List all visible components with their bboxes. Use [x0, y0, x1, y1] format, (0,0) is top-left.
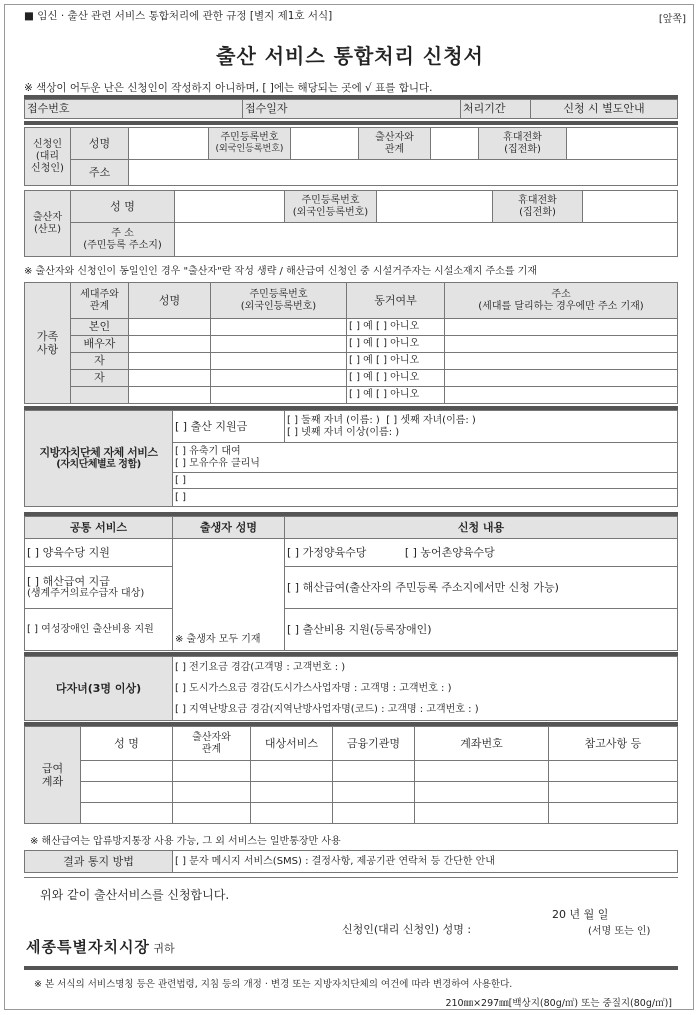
family-relation: 배우자 — [71, 336, 129, 353]
payment-section: 급여 계좌 — [25, 727, 81, 824]
third-child-checkbox[interactable]: [ ] 셋째 자녀(이름: ) — [386, 414, 476, 426]
applicant-address-field[interactable] — [129, 160, 678, 186]
common-service-table — [24, 516, 678, 651]
family-section: 가족 사항 — [25, 283, 71, 404]
childcare-allowance-checkbox[interactable]: [ ] 양육수당 지원 — [25, 539, 173, 567]
family-cohab-checkbox[interactable]: [ ] 예 [ ] 아니오 — [347, 319, 445, 336]
local-children — [285, 411, 678, 443]
mother-name-field[interactable] — [175, 191, 285, 223]
family-address-field[interactable] — [445, 319, 678, 336]
applicant-table — [24, 127, 678, 186]
payment-cell[interactable] — [251, 803, 333, 824]
table-row — [25, 370, 678, 387]
local-support-checkbox[interactable]: [ ] 출산 지원금 — [173, 411, 285, 443]
applicant-phone-field[interactable] — [567, 128, 678, 160]
table-row — [25, 761, 678, 782]
mother-section: 출산자 (산모) — [25, 191, 71, 257]
family-header-relation: 세대주와 관계 — [71, 283, 129, 319]
payment-cell[interactable] — [415, 803, 549, 824]
family-name-field[interactable] — [129, 370, 211, 387]
applicant-phone-label: 휴대전화 (집전화) — [479, 128, 567, 160]
family-header-cohab: 동거여부 — [347, 283, 445, 319]
family-rrn-field[interactable] — [211, 387, 347, 404]
family-cohab-checkbox[interactable]: [ ] 예 [ ] 아니오 — [347, 353, 445, 370]
payment-cell[interactable] — [415, 761, 549, 782]
page-side: [앞쪽] — [658, 14, 686, 25]
receipt-table — [24, 99, 678, 119]
local-items — [173, 443, 678, 473]
family-relation: 자 — [71, 353, 129, 370]
payment-header-relation: 출산자와 관계 — [173, 727, 251, 761]
date-line: 20 년 월 일 — [552, 908, 609, 921]
payment-cell[interactable] — [81, 803, 173, 824]
table-row — [25, 782, 678, 803]
result-table — [24, 850, 678, 873]
payment-header-service: 대상서비스 — [251, 727, 333, 761]
payment-cell[interactable] — [549, 782, 678, 803]
mother-address-label: 주 소 (주민등록 주소지) — [71, 223, 175, 257]
home-care-checkbox[interactable]: [ ] 가정양육수당 — [287, 545, 367, 559]
fourth-child-checkbox[interactable]: [ ] 넷째 자녀 이상(이름: ) — [287, 426, 400, 438]
mother-phone-field[interactable] — [583, 191, 678, 223]
family-cohab-checkbox[interactable]: [ ] 예 [ ] 아니오 — [347, 336, 445, 353]
regulation-header: ■ 임신 · 출산 관련 서비스 통합처리에 관한 규정 [별지 제1호 서식] — [24, 10, 333, 22]
sign-note: (서명 또는 인) — [588, 926, 651, 937]
family-address-field[interactable] — [445, 387, 678, 404]
request-header: 신청 내용 — [285, 517, 678, 539]
common-header: 공통 서비스 — [25, 517, 173, 539]
footnote: ※ 본 서식의 서비스명칭 등은 관련법령, 지침 등의 개정 · 변경 또는 지방자치단체의 여건에 따라 변경하여 사용한다. — [34, 979, 513, 990]
breast-pump-checkbox[interactable]: [ ] 유축기 대여 — [175, 445, 241, 457]
receipt-date: 접수일자 — [243, 100, 461, 119]
rural-care-checkbox[interactable]: [ ] 농어촌양육수당 — [404, 545, 495, 559]
mother-table — [24, 190, 678, 257]
family-cohab-checkbox[interactable]: [ ] 예 [ ] 아니오 — [347, 370, 445, 387]
family-name-field[interactable] — [129, 336, 211, 353]
family-cohab-checkbox[interactable]: [ ] 예 [ ] 아니오 — [347, 387, 445, 404]
mother-phone-label: 휴대전화 (집전화) — [493, 191, 583, 223]
divider — [24, 121, 678, 125]
family-rrn-field[interactable] — [211, 370, 347, 387]
payment-header-notes: 참고사항 등 — [549, 727, 678, 761]
family-address-field[interactable] — [445, 370, 678, 387]
breastfeeding-clinic-checkbox[interactable]: [ ] 모유수유 클리닉 — [175, 457, 260, 469]
gas-discount-checkbox[interactable]: [ ] 도시가스요금 경감(도시가스사업자명 : 고객명 : 고객번호 : ) — [175, 683, 452, 694]
second-child-checkbox[interactable]: [ ] 둘째 자녀 (이름: ) — [287, 414, 380, 426]
family-relation — [71, 387, 129, 404]
family-name-field[interactable] — [129, 387, 211, 404]
family-address-field[interactable] — [445, 336, 678, 353]
maternity-benefit-checkbox[interactable]: [ ] 해산급여 지급 (생계주거의료수급자 대상) — [25, 567, 173, 609]
family-header-rrn: 주민등록번호 (외국인등록번호) — [211, 283, 347, 319]
form-title: 출산 서비스 통합처리 신청서 — [216, 44, 484, 68]
payment-cell[interactable] — [251, 782, 333, 803]
family-table — [24, 282, 678, 404]
family-header-name: 성명 — [129, 283, 211, 319]
applicant-section: 신청인 (대리 신청인) — [25, 128, 71, 186]
table-row — [25, 353, 678, 370]
mother-rrn-field[interactable] — [377, 191, 493, 223]
family-rrn-field[interactable] — [211, 336, 347, 353]
family-rrn-field[interactable] — [211, 319, 347, 336]
receipt-number: 접수번호 — [25, 100, 243, 119]
divider — [24, 877, 678, 878]
applicant-address-label: 주소 — [71, 160, 129, 186]
payment-cell[interactable] — [333, 803, 415, 824]
payment-cell[interactable] — [173, 782, 251, 803]
payment-cell[interactable] — [173, 761, 251, 782]
birth-cost-request[interactable]: [ ] 출산비용 지원(등록장애인) — [285, 609, 678, 651]
electricity-discount-checkbox[interactable]: [ ] 전기요금 경감(고객명 : 고객번호 : ) — [175, 662, 346, 673]
applicant-rrn-label: 주민등록번호 (외국인등록번호) — [209, 128, 291, 160]
multichild-table — [24, 656, 678, 721]
mother-note: ※ 출산자와 신청인이 동일인인 경우 "출산자"란 작성 생략 / 해산급여 신청인 중 시설거주자는 시설소재지 주소를 기재 — [24, 266, 537, 277]
payment-cell[interactable] — [333, 782, 415, 803]
table-row — [25, 319, 678, 336]
payment-cell[interactable] — [81, 761, 173, 782]
family-address-field[interactable] — [445, 353, 678, 370]
period-value: 신청 시 별도안내 — [531, 100, 678, 119]
family-header-address: 주소 (세대를 달리하는 경우에만 주소 기재) — [445, 283, 678, 319]
family-name-field[interactable] — [129, 353, 211, 370]
applicant-relation-label: 출산자와 관계 — [359, 128, 431, 160]
period-label: 처리기간 — [461, 100, 531, 119]
payment-note: ※ 해산급여는 압류방지통장 사용 가능, 그 외 서비스는 일반통장만 사용 — [30, 836, 341, 847]
table-row — [25, 803, 678, 824]
payment-cell[interactable] — [333, 761, 415, 782]
mother-address-field[interactable] — [175, 223, 678, 257]
mother-name-label: 성 명 — [71, 191, 175, 223]
payment-header-name: 성 명 — [81, 727, 173, 761]
applicant-name-field[interactable] — [129, 128, 209, 160]
paper-spec: 210㎜×297㎜[백상지(80g/㎡) 또는 중질지(80g/㎡)] — [445, 998, 672, 1009]
family-name-field[interactable] — [129, 319, 211, 336]
payment-cell[interactable] — [81, 782, 173, 803]
statement: 위와 같이 출산서비스를 신청합니다. — [40, 888, 230, 902]
applicant-name-label: 성명 — [71, 128, 129, 160]
payment-cell[interactable] — [173, 803, 251, 824]
applicant-relation-field[interactable] — [431, 128, 479, 160]
newborn-header: 출생자 성명 — [173, 517, 285, 539]
heating-discount-checkbox[interactable]: [ ] 지역난방요금 경감(지역난방사업자명(코드) : 고객명 : 고객번호 : ) — [175, 704, 479, 715]
divider — [24, 966, 678, 970]
payment-cell[interactable] — [415, 782, 549, 803]
payment-cell[interactable] — [549, 761, 678, 782]
addressee: 세종특별자치시장 귀하 — [26, 938, 175, 956]
family-rrn-field[interactable] — [211, 353, 347, 370]
mother-rrn-label: 주민등록번호 (외국인등록번호) — [285, 191, 377, 223]
disabled-women-checkbox[interactable]: [ ] 여성장애인 출산비용 지원 — [25, 609, 173, 651]
signer-label: 신청인(대리 신청인) 성명 : — [342, 923, 472, 936]
table-row — [25, 336, 678, 353]
maternity-benefit-request[interactable]: [ ] 해산급여(출산자의 주민등록 주소지에서만 신청 가능) — [285, 567, 678, 609]
payment-cell[interactable] — [251, 761, 333, 782]
multichild-items — [173, 657, 678, 721]
payment-table — [24, 726, 678, 824]
applicant-rrn-field[interactable] — [291, 128, 359, 160]
family-relation: 자 — [71, 370, 129, 387]
multichild-section: 다자녀(3명 이상) — [25, 657, 173, 721]
local-section: 지방자치단체 자체 서비스 (자치단체별로 정함) — [25, 411, 173, 507]
instruction-note: ※ 색상이 어두운 난은 신청인이 작성하지 아니하며, [ ]에는 해당되는 곳에 √ 표를 합니다. — [24, 82, 433, 94]
result-label: 결과 통지 방법 — [25, 851, 173, 873]
local-extra-checkbox[interactable]: [ ] — [173, 473, 678, 489]
local-extra-checkbox[interactable]: [ ] — [173, 489, 678, 507]
newborn-name-field[interactable]: ※ 출생자 모두 기재 — [173, 539, 285, 651]
local-service-table — [24, 410, 678, 507]
payment-cell[interactable] — [549, 803, 678, 824]
sms-checkbox[interactable]: [ ] 문자 메시지 서비스(SMS) : 결정사항, 제공기관 연락처 등 간단한 안내 — [173, 851, 678, 873]
payment-header-account: 계좌번호 — [415, 727, 549, 761]
table-row — [25, 387, 678, 404]
payment-header-bank: 금융기관명 — [333, 727, 415, 761]
family-relation: 본인 — [71, 319, 129, 336]
